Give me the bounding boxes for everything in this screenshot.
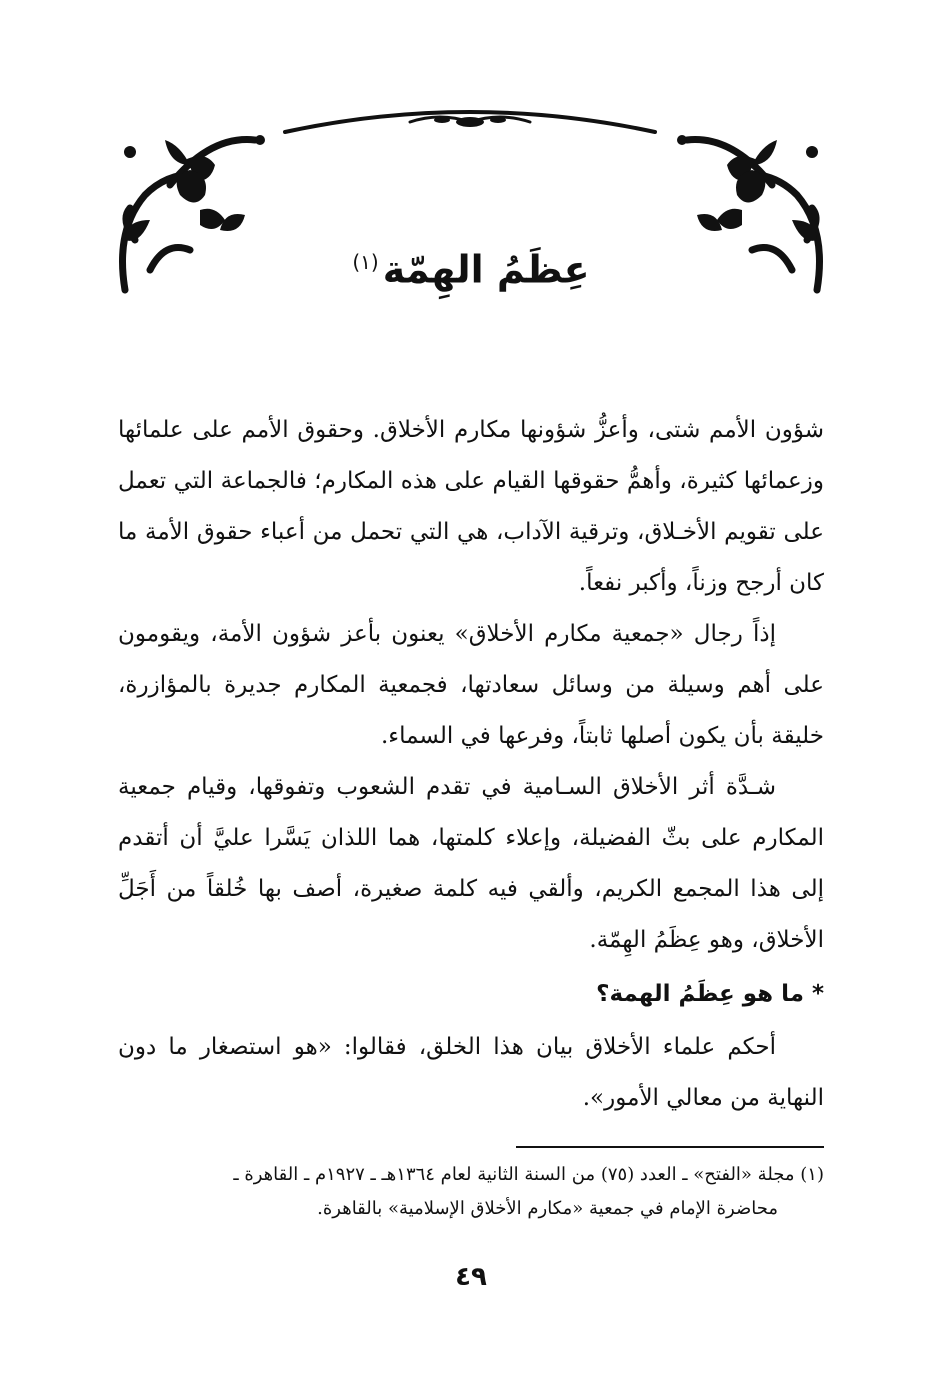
main-text [118,405,824,1124]
section-subheading: * ما هو عِظَمُ الهمة؟ [596,981,824,1007]
page-number: ٤٩ [455,1262,487,1292]
footnote-divider [516,1146,824,1148]
paragraph-4: أحكم علماء الأخلاق بيان هذا الخلق، فقالوا: «هو استصغار ما دون النهاية من معالي الأمور». [118,1034,824,1111]
chapter-title [0,232,942,300]
paragraph-2: إذاً رجال «جمعية مكارم الأخلاق» يعنون بأعز شؤون الأمة، ويقومون على أهم وسيلة من وسائل سعادتها، فجمعية المكارم جديرة بالمؤازرة، خليقة بأن يكون أصلها ثابتاً، وفرعها في السماء. [118,621,824,749]
footnotes [118,1158,824,1226]
footnote-line-1: (١) مجلة «الفتح» ـ العدد (٧٥) من السنة الثانية لعام ١٣٦٤هـ ـ ١٩٢٧م ـ القاهرة ـ [233,1164,824,1185]
footnote-line-2: محاضرة الإمام في جمعية «مكارم الأخلاق الإسلامية» بالقاهرة. [317,1198,778,1219]
paragraph-1: شؤون الأمم شتى، وأعزُّ شؤونها مكارم الأخلاق. وحقوق الأمم على علمائها وزعمائها كثيرة، وأهمُّ حقوقها القيام على هذه المكارم؛ فالجماعة التي تعمل على تقويم الأخـلاق، وترقية الآداب، هي التي تحمل من أعباء حقوق الأمة ما كان أرجح وزناً، وأكبر نفعاً. [118,417,824,596]
title-footnote-marker: (١) [352,250,379,274]
paragraph-3: شـدَّة أثر الأخلاق السـامية في تقدم الشعوب وتفوقها، وقيام جمعية المكارم على بثّ الفضيلة، وإعلاء كلمتها، هما اللذان يَسَّرا عليَّ أن أتقدم إلى هذا المجمع الكريم، وألقي فيه كلمة صغيرة، أصف بها خُلقاً من أَجَلِّ الأخلاق، وهو عِظَمُ الهِمّة. [118,774,824,953]
chapter-title-text: عِظَمُ الهِمّة [382,247,590,292]
